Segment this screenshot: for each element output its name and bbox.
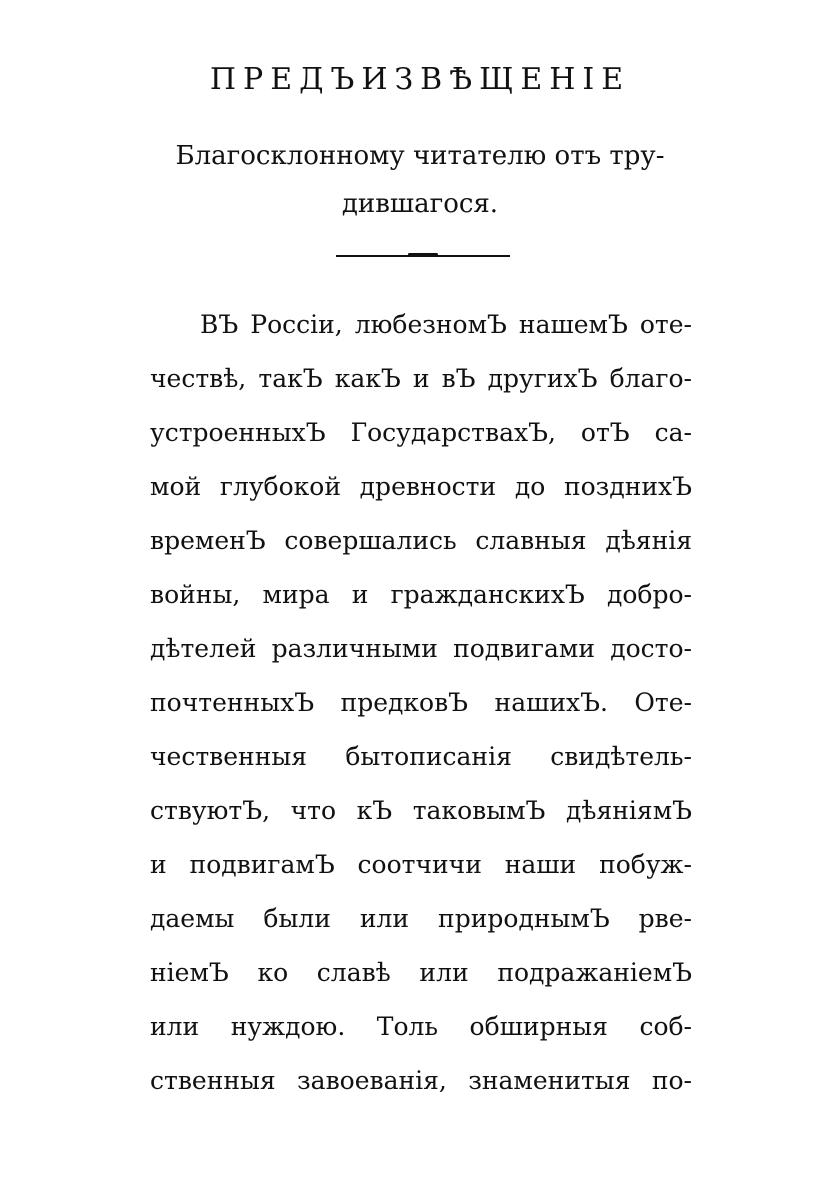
subtitle-line-2: дившагося.: [341, 189, 499, 219]
body-line-8: почтенныхЪ предковЪ нашихЪ. Оте-: [150, 688, 692, 717]
body-line-2: чествѣ, такЪ какЪ и вЪ другихЪ благо-: [150, 364, 692, 393]
body-line-13: ніемЪ ко славѣ или подражаніемЪ: [150, 958, 692, 987]
decorative-rule-ornament: [408, 253, 438, 256]
subtitle-line-1: Благосклонному читателю отъ тру-: [175, 141, 665, 171]
body-line-15: ственныя завоеванія, знаменитыя по-: [150, 1066, 692, 1095]
body-line-14: или нуждою. Толь обширныя соб-: [150, 1012, 692, 1041]
body-line-3: устроенныхЪ ГосударствахЪ, отЪ са-: [150, 418, 692, 447]
body-line-7: дѣтелей различными подвигами досто-: [150, 634, 692, 663]
body-paragraph: [150, 302, 692, 1112]
body-line-10: ствуютЪ, что кЪ таковымЪ дѣяніямЪ: [150, 796, 692, 825]
body-line-5: временЪ совершались славныя дѣянія: [150, 526, 692, 555]
body-line-4: мой глубокой древности до позднихЪ: [150, 472, 692, 501]
page-heading: ПРЕДЪИЗВѢЩЕНІЕ: [209, 62, 631, 97]
body-line-9: чественныя бытописанія свидѣтель-: [150, 742, 692, 771]
body-line-12: даемы были или природнымЪ рве-: [150, 904, 692, 933]
body-line-6: войны, мира и гражданскихЪ добро-: [150, 580, 692, 609]
body-line-1: ВЪ Россіи, любезномЪ нашемЪ оте-: [200, 310, 692, 339]
body-line-11: и подвигамЪ соотчичи наши побуж-: [150, 850, 692, 879]
